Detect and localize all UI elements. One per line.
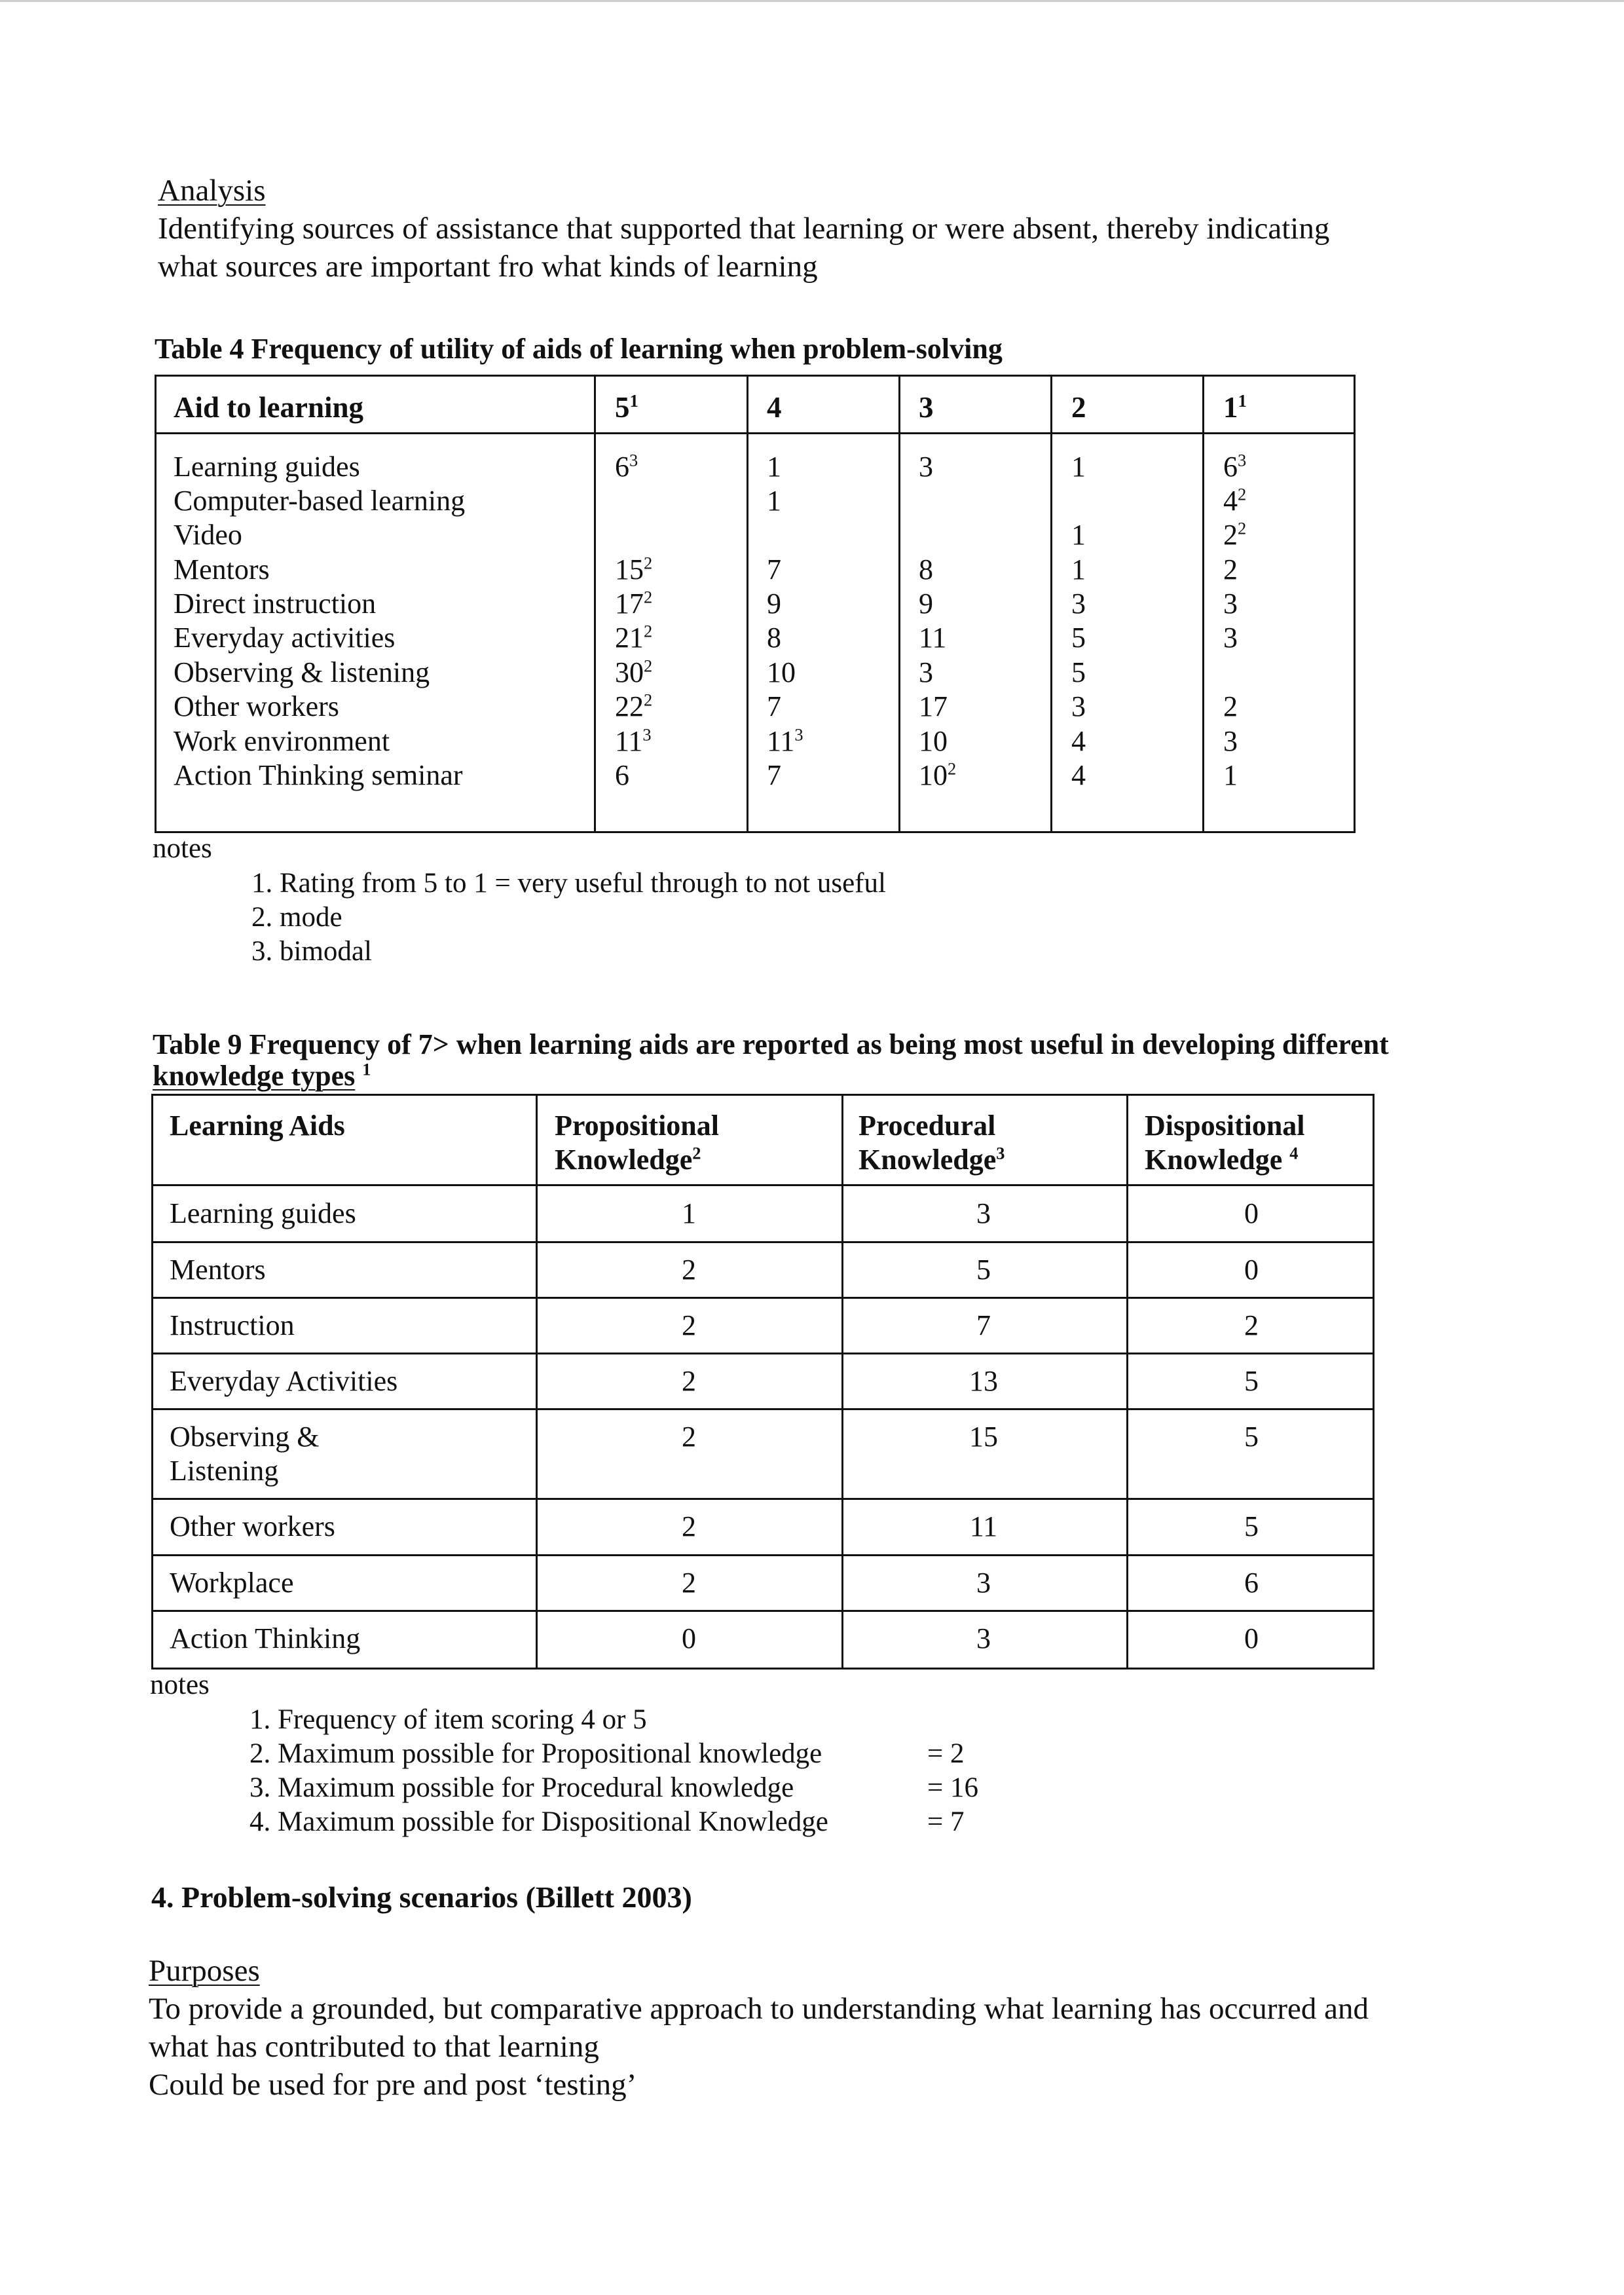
table4-row-label: Video xyxy=(174,519,242,551)
table9-cell-disp: 6 xyxy=(1244,1567,1259,1599)
table4-caption: Table 4 Frequency of utility of aids of learning when problem-solving xyxy=(155,333,1003,365)
table4-cell: $6^3$ xyxy=(615,450,638,483)
table4-row-label: Computer-based learning xyxy=(174,485,466,517)
table9-header-aids: Learning Aids xyxy=(170,1110,345,1142)
table4-cell: 1 xyxy=(1071,519,1086,551)
table4-cell: 6 xyxy=(615,759,629,791)
table9-caption-line2: knowledge types $^1$ xyxy=(153,1059,371,1092)
table9-note-2-value: = 2 xyxy=(927,1738,965,1769)
table4-cell: 5 xyxy=(1071,656,1086,688)
table4-note-2: 2. mode xyxy=(251,902,342,933)
table9-cell-disp: 0 xyxy=(1244,1197,1259,1229)
table9-row-label: Everyday Activities xyxy=(170,1365,398,1397)
table4-cell: 1 xyxy=(1071,451,1086,483)
table9-row-label: Instruction xyxy=(170,1309,295,1341)
table4-cell: 3 xyxy=(1071,690,1086,722)
table9-row-label: Learning guides xyxy=(170,1197,356,1229)
table9-row-label: Other workers xyxy=(170,1510,335,1542)
table4-cell: 3 xyxy=(1223,622,1238,654)
table4-row-label: Learning guides xyxy=(174,451,360,483)
table9-cell-prop: 2 xyxy=(682,1567,696,1599)
table9-note-3-value: = 16 xyxy=(927,1772,979,1803)
table9-row-label: Action Thinking xyxy=(170,1622,361,1654)
table9-header-procedural: Procedural Knowledge$^3$ xyxy=(858,1110,1005,1176)
section4-text-line2: what has contributed to that learning xyxy=(149,2030,599,2064)
table4-cell: 1 xyxy=(1223,759,1238,791)
table4-cell: 3 xyxy=(919,656,933,688)
table9-cell-proc: 3 xyxy=(976,1622,991,1654)
table4-header-aid: Aid to learning xyxy=(174,391,364,424)
table9-header-propositional: Propositional Knowledge$^2$ xyxy=(555,1110,720,1176)
table4-cell: $30^2$ xyxy=(615,656,653,688)
table9-cell-disp: 0 xyxy=(1244,1254,1259,1286)
table9-cell-disp: 5 xyxy=(1244,1365,1259,1397)
table9-cell-disp: 5 xyxy=(1244,1510,1259,1542)
table4-header-4: 4 xyxy=(767,391,782,424)
table4-cell: 7 xyxy=(767,690,781,722)
table4-cell: $21^2$ xyxy=(615,621,653,654)
table9-cell-prop: 1 xyxy=(682,1197,696,1229)
analysis-heading: Analysis xyxy=(158,174,266,208)
table4-cell: 3 xyxy=(1223,588,1238,620)
table4-row-label: Mentors xyxy=(174,553,270,586)
table4-cell: 10 xyxy=(767,656,796,688)
table4-cell: 1 xyxy=(1071,553,1086,586)
table9-row-label: Mentors xyxy=(170,1254,266,1286)
table9-note-4: 4. Maximum possible for Dispositional Knowledge xyxy=(249,1806,828,1837)
table4-note-1: 1. Rating from 5 to 1 = very useful through to not useful xyxy=(251,868,886,899)
table9-caption-line1: Table 9 Frequency of 7> when learning aids are reported as being most useful in developing different xyxy=(153,1028,1389,1060)
table4-cell: 2 xyxy=(1223,690,1238,722)
table4 xyxy=(155,375,1356,833)
table4-cell: $10^2$ xyxy=(919,758,957,791)
table4-cell: 4 xyxy=(1071,759,1086,791)
section4-text-line3: Could be used for pre and post ‘testing’ xyxy=(149,2068,637,2102)
analysis-text-line1: Identifying sources of assistance that supported that learning or were absent, thereby indicating xyxy=(158,212,1330,246)
table9-row-label: Workplace xyxy=(170,1567,294,1599)
table4-cell: 17 xyxy=(919,690,948,722)
table9-cell-disp: 2 xyxy=(1244,1309,1259,1341)
table4-cell: $11^3$ xyxy=(615,724,652,757)
table9-header-dispositional: Dispositional Knowledge $^4$ xyxy=(1145,1110,1305,1176)
section4-text-line1: To provide a grounded, but comparative approach to understanding what learning has occurred and xyxy=(149,1992,1369,2026)
table4-notes-label: notes xyxy=(153,833,212,864)
table9-cell-prop: 0 xyxy=(682,1622,696,1654)
table9-cell-proc: 5 xyxy=(976,1254,991,1286)
table9-cell-disp: 5 xyxy=(1244,1421,1259,1453)
table4-cell: 3 xyxy=(1223,725,1238,757)
table9-cell-prop: 2 xyxy=(682,1421,696,1453)
table4-cell: 4 xyxy=(1071,725,1086,757)
table9-cell-prop: 2 xyxy=(682,1365,696,1397)
table4-cell: $4^2$ xyxy=(1223,484,1247,517)
table9-cell-proc: 3 xyxy=(976,1197,991,1229)
table4-row-label: Direct instruction xyxy=(174,588,377,620)
table9-note-2: 2. Maximum possible for Propositional knowledge xyxy=(249,1738,822,1769)
table4-cell: $22^2$ xyxy=(615,690,653,722)
table9-notes-label: notes xyxy=(150,1670,210,1700)
table4-cell: 11 xyxy=(919,622,947,654)
table4-cell: $15^2$ xyxy=(615,553,653,586)
table4-note-3: 3. bimodal xyxy=(251,936,372,967)
table4-header-5: $5^1$ xyxy=(615,391,638,424)
table4-cell: 2 xyxy=(1223,553,1238,586)
table9-cell-proc: 15 xyxy=(969,1421,998,1453)
table9-cell-proc: 7 xyxy=(976,1309,991,1341)
table4-header-1: $1^1$ xyxy=(1223,391,1247,424)
table4-row-label: Action Thinking seminar xyxy=(174,759,463,791)
table4-cell: 3 xyxy=(919,451,933,483)
table4-row-label: Everyday activities xyxy=(174,622,396,654)
table9-note-4-value: = 7 xyxy=(927,1806,965,1837)
table9-note-3: 3. Maximum possible for Procedural knowledge xyxy=(249,1772,794,1803)
table4-cell: $11^3$ xyxy=(767,724,803,757)
table4-header-3: 3 xyxy=(919,391,934,424)
scan-edge-line xyxy=(0,0,1624,2)
table4-cell: 1 xyxy=(767,451,781,483)
table4-cell: 7 xyxy=(767,759,781,791)
table9-cell-proc: 3 xyxy=(976,1567,991,1599)
table4-cell: $2^2$ xyxy=(1223,518,1247,551)
table4-cell: 3 xyxy=(1071,588,1086,620)
table4-cell: $17^2$ xyxy=(615,587,653,620)
table9-row-label: Observing & Listening xyxy=(170,1421,320,1487)
table4-cell: 9 xyxy=(919,588,933,620)
table4-cell: 8 xyxy=(919,553,933,586)
table9-cell-prop: 2 xyxy=(682,1309,696,1341)
table4-header-2: 2 xyxy=(1071,391,1086,424)
section4-subheading: Purposes xyxy=(149,1954,260,1988)
table9-cell-proc: 11 xyxy=(969,1510,998,1542)
section4-heading: 4. Problem-solving scenarios (Billett 2003) xyxy=(151,1880,692,1914)
table9-cell-prop: 2 xyxy=(682,1510,696,1542)
table4-cell: $6^3$ xyxy=(1223,450,1247,483)
analysis-text-line2: what sources are important fro what kinds of learning xyxy=(158,250,818,284)
table9 xyxy=(151,1094,1375,1670)
table9-cell-proc: 13 xyxy=(969,1365,998,1397)
table4-cell: 10 xyxy=(919,725,948,757)
table9-cell-disp: 0 xyxy=(1244,1622,1259,1654)
table4-cell: 7 xyxy=(767,553,781,586)
table9-cell-prop: 2 xyxy=(682,1254,696,1286)
table9-note-1: 1. Frequency of item scoring 4 or 5 xyxy=(249,1704,647,1735)
table4-cell: 9 xyxy=(767,588,781,620)
table4-row-label: Other workers xyxy=(174,690,339,722)
table4-row-label: Observing & listening xyxy=(174,656,430,688)
table4-cell: 1 xyxy=(767,485,781,517)
table4-row-label: Work environment xyxy=(174,725,390,757)
table4-cell: 8 xyxy=(767,622,781,654)
table4-cell: 5 xyxy=(1071,622,1086,654)
